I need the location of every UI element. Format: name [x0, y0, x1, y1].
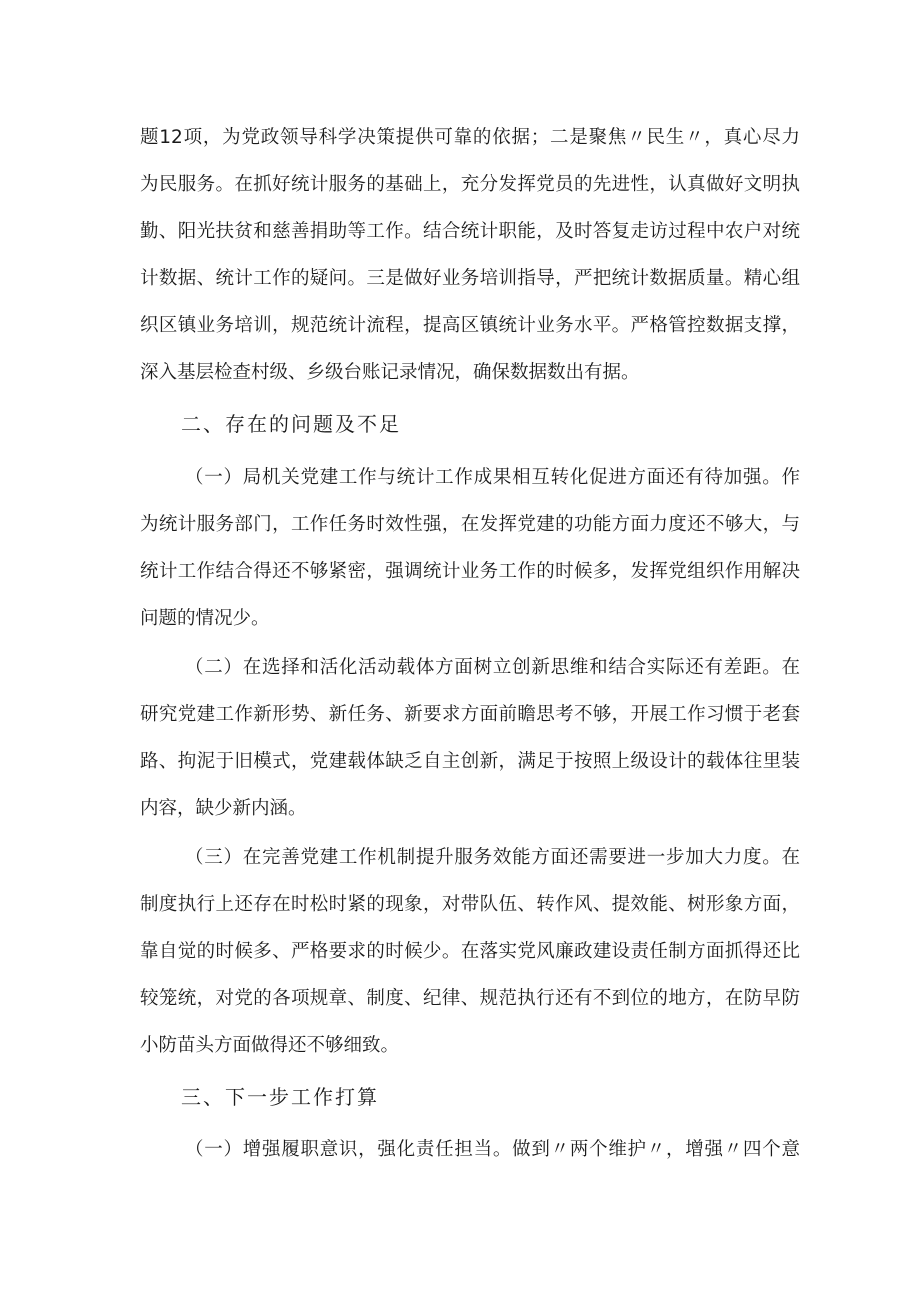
paragraph-line: （一）增强履职意识，强化责任担当。做到〃两个维护〃，增强〃四个意 [185, 1139, 800, 1160]
paragraph-line: 为统计服务部门，工作任务时效性强，在发挥党建的功能方面力度还不够大，与 [140, 514, 800, 535]
section-heading-problems: 二、存在的问题及不足 [181, 412, 401, 436]
paragraph-line: （一）局机关党建工作与统计工作成果相互转化促进方面还有待加强。作 [185, 467, 800, 488]
paragraph-line: 统计工作结合得还不够紧密，强调统计业务工作的时候多，发挥党组织作用解决 [140, 561, 800, 582]
paragraph-line: 题12项，为党政领导科学决策提供可靠的依据；二是聚焦〃民生〃，真心尽力 [140, 127, 800, 148]
paragraph-line: 织区镇业务培训，规范统计流程，提高区镇统计业务水平。严格管控数据支撑， [140, 315, 800, 336]
paragraph-line: 研究党建工作新形势、新任务、新要求方面前瞻思考不够，开展工作习惯于老套 [140, 704, 800, 725]
paragraph-line: 较笼统，对党的各项规章、制度、纪律、规范执行还有不到位的地方，在防早防 [140, 988, 800, 1009]
section-heading-next-steps: 三、下一步工作打算 [181, 1085, 379, 1109]
paragraph-line: （二）在选择和活化活动载体方面树立创新思维和结合实际还有差距。在 [185, 657, 800, 678]
paragraph-line: 计数据、统计工作的疑问。三是做好业务培训指导，严把统计数据质量。精心组 [140, 268, 800, 289]
paragraph-line: 靠自觉的时候多、严格要求的时候少。在落实党风廉政建设责任制方面抓得还比 [140, 941, 800, 962]
paragraph-line: （三）在完善党建工作机制提升服务效能方面还需要进一步加大力度。在 [185, 847, 800, 868]
paragraph-line: 为民服务。在抓好统计服务的基础上，充分发挥党员的先进性，认真做好文明执 [140, 174, 800, 195]
paragraph-line: 制度执行上还存在时松时紧的现象，对带队伍、转作风、提效能、树形象方面， [140, 894, 800, 915]
paragraph-line: 内容，缺少新内涵。 [140, 798, 307, 819]
paragraph-line: 问题的情况少。 [140, 608, 270, 629]
paragraph-line: 勤、阳光扶贫和慈善捐助等工作。结合统计职能，及时答复走访过程中农户对统 [140, 221, 800, 242]
paragraph-line: 路、拘泥于旧模式，党建载体缺乏自主创新，满足于按照上级设计的载体往里装 [140, 751, 800, 772]
paragraph-line: 深入基层检查村级、乡级台账记录情况，确保数据数出有据。 [140, 362, 640, 383]
paragraph-line: 小防苗头方面做得还不够细致。 [140, 1035, 400, 1056]
